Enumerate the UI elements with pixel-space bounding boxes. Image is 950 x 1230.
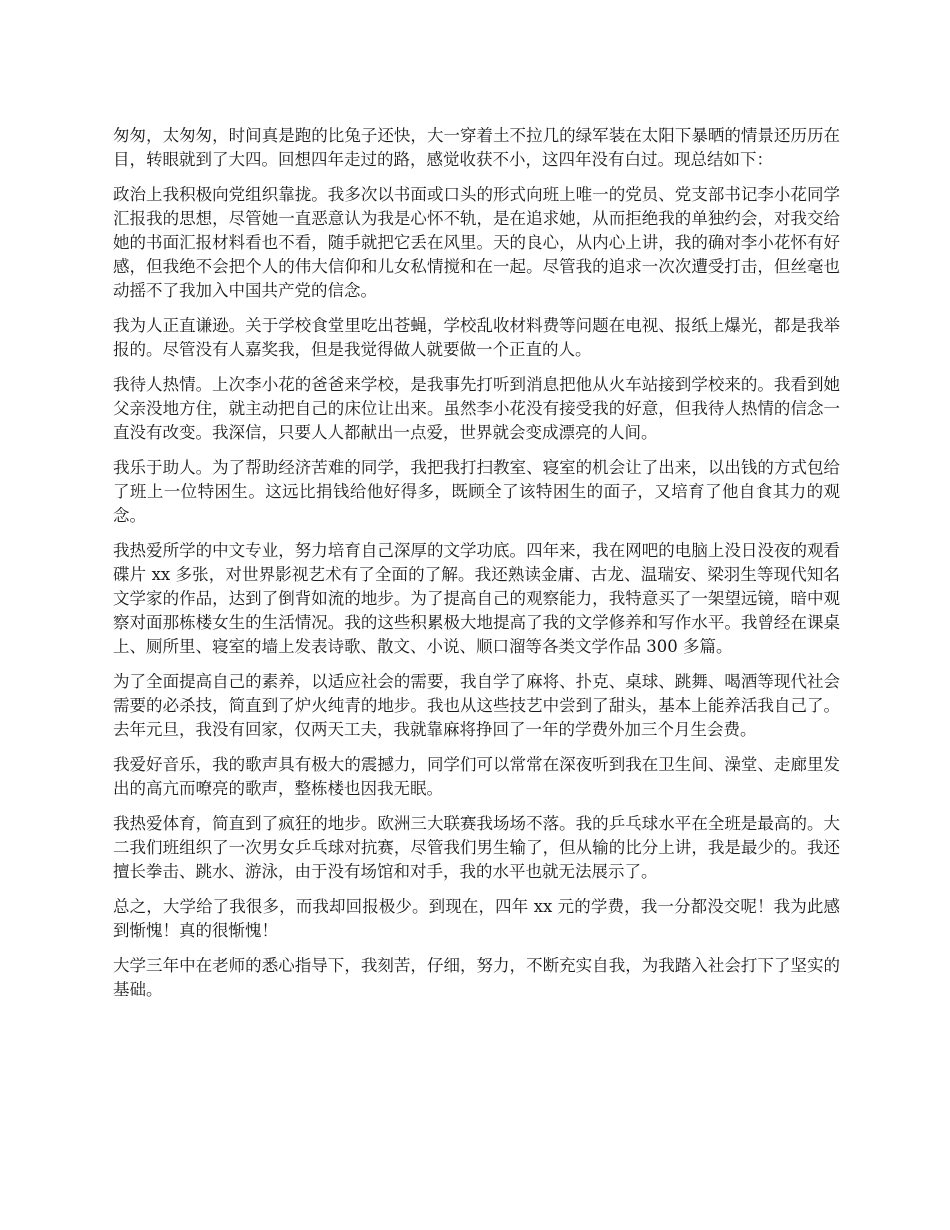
paragraph-music: 我爱好音乐，我的歌声具有极大的震撼力，同学们可以常常在深夜听到我在卫生间、澡堂、走廊里发出的高亢而嘹亮的歌声，整栋楼也因我无眠。: [113, 755, 840, 798]
paragraph-intro: 匆匆，太匆匆，时间真是跑的比兔子还快，大一穿着土不拉几的绿军装在太阳下暴晒的情景还历历在目，转眼就到了大四。回想四年走过的路，感觉收获不小，这四年没有白过。现总结如下：: [113, 126, 840, 169]
paragraph-skills: 为了全面提高自己的素养，以适应社会的需要，我自学了麻将、扑克、桌球、跳舞、喝酒等现代社会需要的必杀技，简直到了炉火纯青的地步。我也从这些技艺中尝到了甜头，基本上能养活我自己了。去年元旦，我没有回家，仅两天工夫，我就靠麻将挣回了一年的学费外加三个月生会费。: [113, 672, 840, 739]
paragraph-warmth: 我待人热情。上次李小花的爸爸来学校，是我事先打听到消息把他从火车站接到学校来的。我看到她父亲没地方住，就主动把自己的床位让出来。虽然李小花没有接受我的好意，但我待人热情的信念一直没有改变。我深信，只要人人都献出一点爱，世界就会变成漂亮的人间。: [113, 375, 840, 442]
paragraph-politics: 政治上我积极向党组织靠拢。我多次以书面或口头的形式向班上唯一的党员、党支部书记李小花同学汇报我的思想，尽管她一直恶意认为我是心怀不轨，是在追求她，从而拒绝我的单独约会，对我交给她的书面汇报材料看也不看，随手就把它丢在风里。天的良心，从内心上讲，我的确对李小花怀有好感，但我绝不会把个人的伟大信仰和儿女私情搅和在一起。尽管我的追求一次次遭受打击，但丝毫也动摇不了我加入中国共产党的信念。: [113, 185, 840, 300]
paragraph-sports: 我热爱体育，简直到了疯狂的地步。欧洲三大联赛我场场不落。我的乒乓球水平在全班是最高的。大二我们班组织了一次男女乒乓球对抗赛，尽管我们男生输了，但从输的比分上讲，我是最少的。我还擅长拳击、跳水、游泳，由于没有场馆和对手，我的水平也就无法展示了。: [113, 814, 840, 881]
paragraph-helpfulness: 我乐于助人。为了帮助经济苦难的同学，我把我打扫教室、寝室的机会让了出来，以出钱的方式包给了班上一位特困生。这远比捐钱给他好得多，既顾全了该特困生的面子，又培育了他自食其力的观念。: [113, 458, 840, 525]
paragraph-integrity: 我为人正直谦逊。关于学校食堂里吃出苍蝇，学校乱收材料费等问题在电视、报纸上爆光，都是我举报的。尽管没有人嘉奖我，但是我觉得做人就要做一个正直的人。: [113, 316, 840, 359]
paragraph-closing: 大学三年中在老师的悉心指导下，我刻苦，仔细，努力，不断充实自我，为我踏入社会打下了坚实的基础。: [113, 956, 840, 999]
paragraph-summary: 总之，大学给了我很多，而我却回报极少。到现在，四年 xx 元的学费，我一分都没交呢！我为此感到惭愧！真的很惭愧！: [113, 897, 840, 940]
document-body: [113, 124, 840, 1013]
paragraph-literature: 我热爱所学的中文专业，努力培育自己深厚的文学功底。四年来，我在网吧的电脑上没日没夜的观看碟片 xx 多张，对世界影视艺术有了全面的了解。我还熟读金庸、古龙、温瑞安、梁羽生等现代知名文学家的作品，达到了倒背如流的地步。为了提高自己的观察能力，我特意买了一架望远镜，暗中观察对面那栋楼女生的生活情况。我的这些积累极大地提高了我的文学修养和写作水平。我曾经在课桌上、厕所里、寝室的墙上发表诗歌、散文、小说、顺口溜等各类文学作品 300 多篇。: [113, 541, 840, 656]
